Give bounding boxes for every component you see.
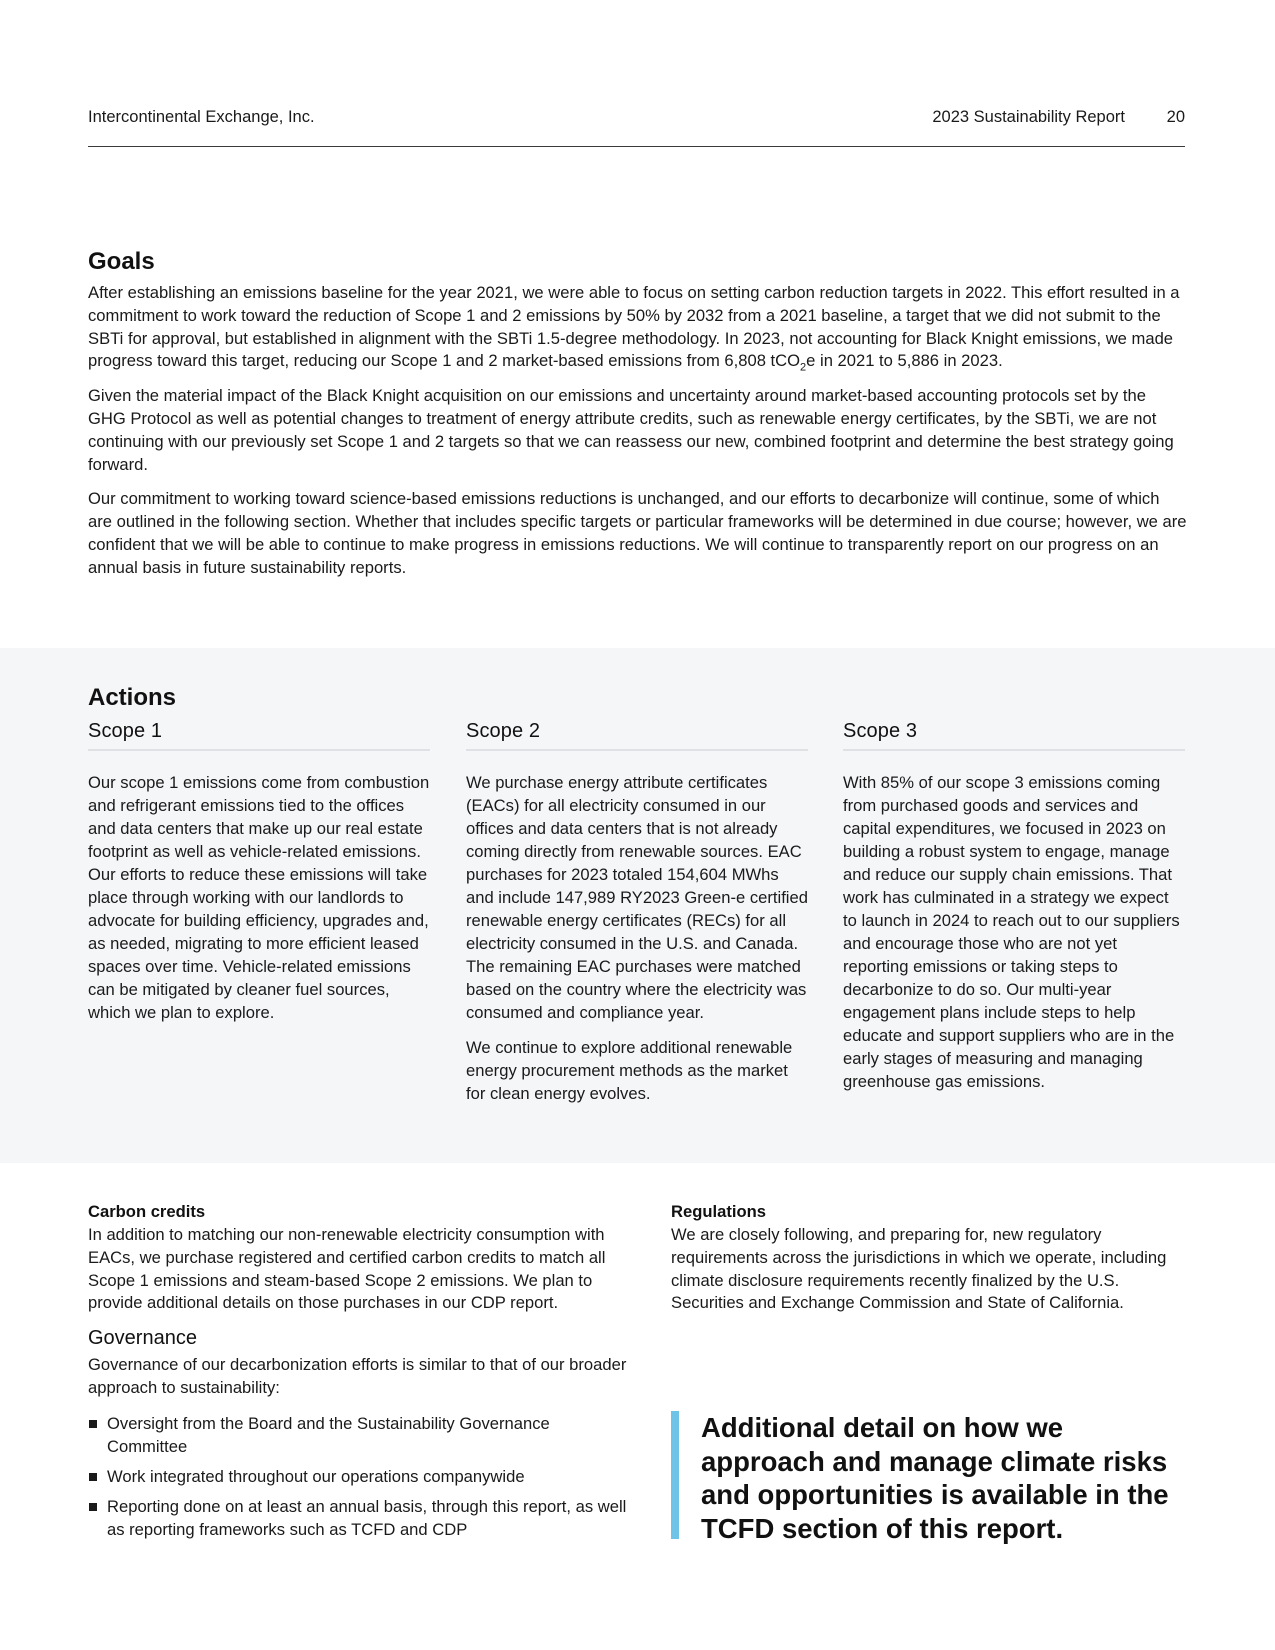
scope-3-column <box>843 720 1185 1105</box>
actions-title: Actions <box>88 684 177 711</box>
governance-intro: Governance of our decarbonization efforts is similar to that of our broader approach to sustainability: <box>88 1355 627 1397</box>
goals-paragraph-1 <box>88 282 1188 373</box>
page-number: 20 <box>1166 108 1185 126</box>
scope-1-column <box>88 720 430 1036</box>
tcfd-callout: Additional detail on how we approach and manage climate risks and opportunities is available in the TCFD section of this report. <box>671 1411 1181 1539</box>
goals-p1-text-end: e in 2021 to 5,886 in 2023. <box>806 351 1003 371</box>
goals-p1-text: After establishing an emissions baseline for the year 2021, we were able to focus on setting carbon reduction targets in 2022. This effort resulted in a commitment to work toward the reduction of Scope 1 and 2 emissions by 50% by 2032 from a 2021 baseline, a target that we did not submit to the SBTi for approval, but established in alignment with the SBTi 1.5-degree methodology. In 2023, not accounting for Black Knight emissions, we made progress toward this target, reducing our Scope 1 and 2 market-based emissions from 6,808 tCO <box>88 283 1180 371</box>
list-item: Oversight from the Board and the Sustainability Governance Committee <box>88 1412 633 1458</box>
scope-1-body: Our scope 1 emissions come from combustion and refrigerant emissions tied to the offices and data centers that make up our real estate footprint as well as vehicle-related emissions. Our efforts to reduce these emissions will take place through working with our landlords to advocate for building efficiency, upgrades and, as needed, migrating to more efficient leased spaces over time. Vehicle-related emissions can be mitigated by cleaner fuel sources, which we plan to explore. <box>88 773 430 1022</box>
goals-section <box>88 248 1188 592</box>
list-item: Work integrated throughout our operations companywide <box>88 1465 633 1488</box>
scope-2-title: Scope 2 <box>466 720 808 751</box>
page-header <box>88 104 1185 147</box>
governance-title: Governance <box>88 1327 197 1350</box>
scope-3-title: Scope 3 <box>843 720 1185 751</box>
scope-2-body: We purchase energy attribute certificates (EACs) for all electricity consumed in our offices and data centers that is not already coming directly from renewable sources. EAC purchases for 2023 totaled 154,604 MWhs and include 147,989 RY2023 Green-e certified renewable energy certificates (RECs) for all electricity consumed in the U.S. and Canada. The remaining EAC purchases were matched based on the country where the electricity was consumed and compliance year. <box>466 773 808 1022</box>
scope-2-column <box>466 720 808 1117</box>
goals-paragraph-3: Our commitment to working toward science-based emissions reductions is unchanged, and our efforts to decarbonize will continue, some of which are outlined in the following section. Whether that includes specific targets or particular frameworks will be determined in due course; however, we are confident that we will be able to continue to make progress in emissions reductions. We will continue to transparently report on our progress on an annual basis in future sustainability reports. <box>88 489 1187 577</box>
carbon-credits-title: Carbon credits <box>88 1202 206 1221</box>
report-title: 2023 Sustainability Report <box>932 108 1125 126</box>
carbon-credits-body: In addition to matching our non-renewable electricity consumption with EACs, we purchase registered and certified carbon credits to match all Scope 1 emissions and steam-based Scope 2 emissions. We plan to provide additional details on those purchases in our CDP report. <box>88 1225 606 1313</box>
scope-1-title: Scope 1 <box>88 720 430 751</box>
goals-title: Goals <box>88 248 155 275</box>
bullet-square-icon <box>89 1473 97 1481</box>
co2-subscript: 2 <box>800 361 807 374</box>
left-bottom-column <box>88 1202 633 1548</box>
bullet-square-icon <box>89 1503 97 1511</box>
bullet-square-icon <box>89 1420 97 1428</box>
goals-paragraph-2: Given the material impact of the Black Knight acquisition on our emissions and uncertainty around market-based accounting protocols set by the GHG Protocol as well as potential changes to treatment of energy attribute credits, such as renewable energy certificates, by the SBTi, we are not continuing with our previously set Scope 1 and 2 targets so that we can reassess our new, combined footprint and determine the best strategy going forward. <box>88 386 1174 474</box>
company-name: Intercontinental Exchange, Inc. <box>88 108 315 126</box>
scope-3-body: With 85% of our scope 3 emissions coming from purchased goods and services and capital expenditures, we focused in 2023 on building a robust system to engage, manage and reduce our supply chain emissions. That work has culminated in a strategy we expect to launch in 2024 to reach out to our suppliers and encourage those who are not yet reporting emissions or taking steps to decarbonize to do so. Our multi-year engagement plans include steps to help educate and support suppliers who are in the early stages of measuring and managing greenhouse gas emissions. <box>843 773 1180 1091</box>
regulations-title: Regulations <box>671 1202 766 1221</box>
right-bottom-column <box>671 1202 1171 1327</box>
regulations-body: We are closely following, and preparing for, new regulatory requirements across the jurisdictions in which we operate, including climate disclosure requirements recently finalized by the U.S. Securities and Exchange Commission and State of California. <box>671 1225 1167 1313</box>
list-item: Reporting done on at least an annual basis, through this report, as well as reporting frameworks such as TCFD and CDP <box>88 1495 633 1541</box>
scope-2-body-2: We continue to explore additional renewable energy procurement methods as the market for clean energy evolves. <box>466 1038 793 1103</box>
governance-list <box>88 1412 633 1541</box>
